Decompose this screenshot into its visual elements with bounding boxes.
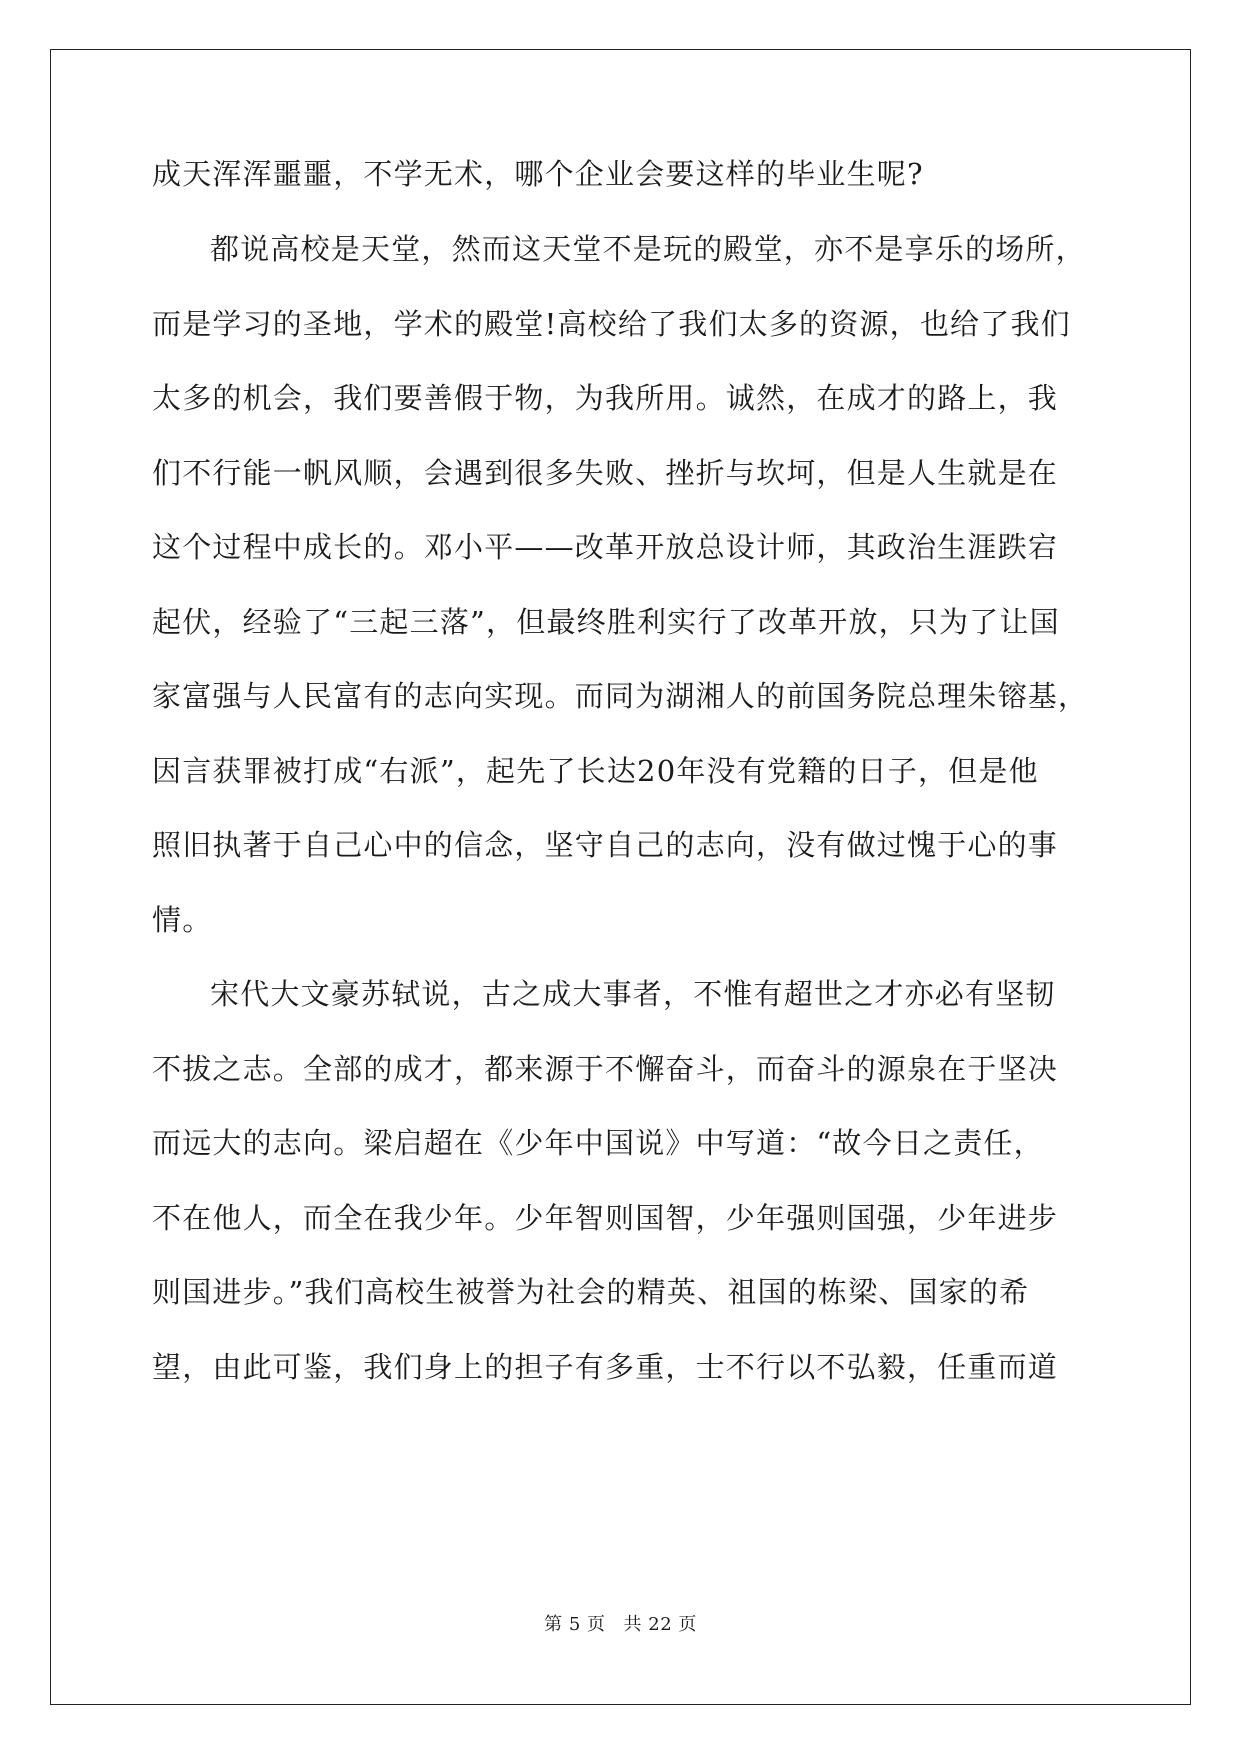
text-line: 而是学习的圣地，学术的殿堂!高校给了我们太多的资源，也给了我们	[152, 307, 1071, 341]
text-line: 们不行能一帆风顺，会遇到很多失败、挫折与坎坷，但是人生就是在	[152, 456, 1059, 490]
text-line: 成天浑浑噩噩，不学无术，哪个企业会要这样的毕业生呢?	[152, 157, 924, 191]
paragraph-first-line: 都说高校是天堂，然而这天堂不是玩的殿堂，亦不是享乐的场所，	[210, 232, 1086, 266]
page-number: 第 5 页	[544, 1614, 606, 1635]
text-line: 望，由此可鉴，我们身上的担子有多重，士不行以不弘毅，任重而道	[152, 1350, 1059, 1384]
text-line: 照旧执著于自己心中的信念，坚守自己的志向，没有做过愧于心的事	[152, 828, 1059, 862]
text-line: 而远大的志向。梁启超在《少年中国说》中写道：“故今日之责任，	[152, 1126, 1044, 1160]
text-line: 太多的机会，我们要善假于物，为我所用。诚然，在成才的路上，我	[152, 381, 1059, 415]
text-line: 不拔之志。全部的成才，都来源于不懈奋斗，而奋斗的源泉在于坚决	[152, 1052, 1059, 1086]
page-total: 共 22 页	[623, 1614, 697, 1635]
text-line: 不在他人，而全在我少年。少年智则国智，少年强则国强，少年进步	[152, 1201, 1059, 1235]
text-line: 这个过程中成长的。邓小平——改革开放总设计师，其政治生涯跌宕	[152, 530, 1059, 564]
text-line: 情。	[152, 903, 213, 937]
text-line: 家富强与人民富有的志向实现。而同为湖湘人的前国务院总理朱镕基，	[152, 679, 1089, 713]
text-line: 则国进步。”我们高校生被誉为社会的精英、祖国的栋梁、国家的希	[152, 1275, 1030, 1309]
text-line: 因言获罪被打成“右派”，起先了长达20年没有党籍的日子，但是他	[152, 754, 1039, 788]
text-line: 起伏，经验了“三起三落”，但最终胜利实行了改革开放，只为了让国	[152, 605, 1060, 639]
page-footer	[0, 1613, 1241, 1637]
paragraph-first-line: 宋代大文豪苏轼说，古之成大事者，不惟有超世之才亦必有坚韧	[210, 977, 1056, 1011]
page-border	[50, 49, 1191, 1705]
